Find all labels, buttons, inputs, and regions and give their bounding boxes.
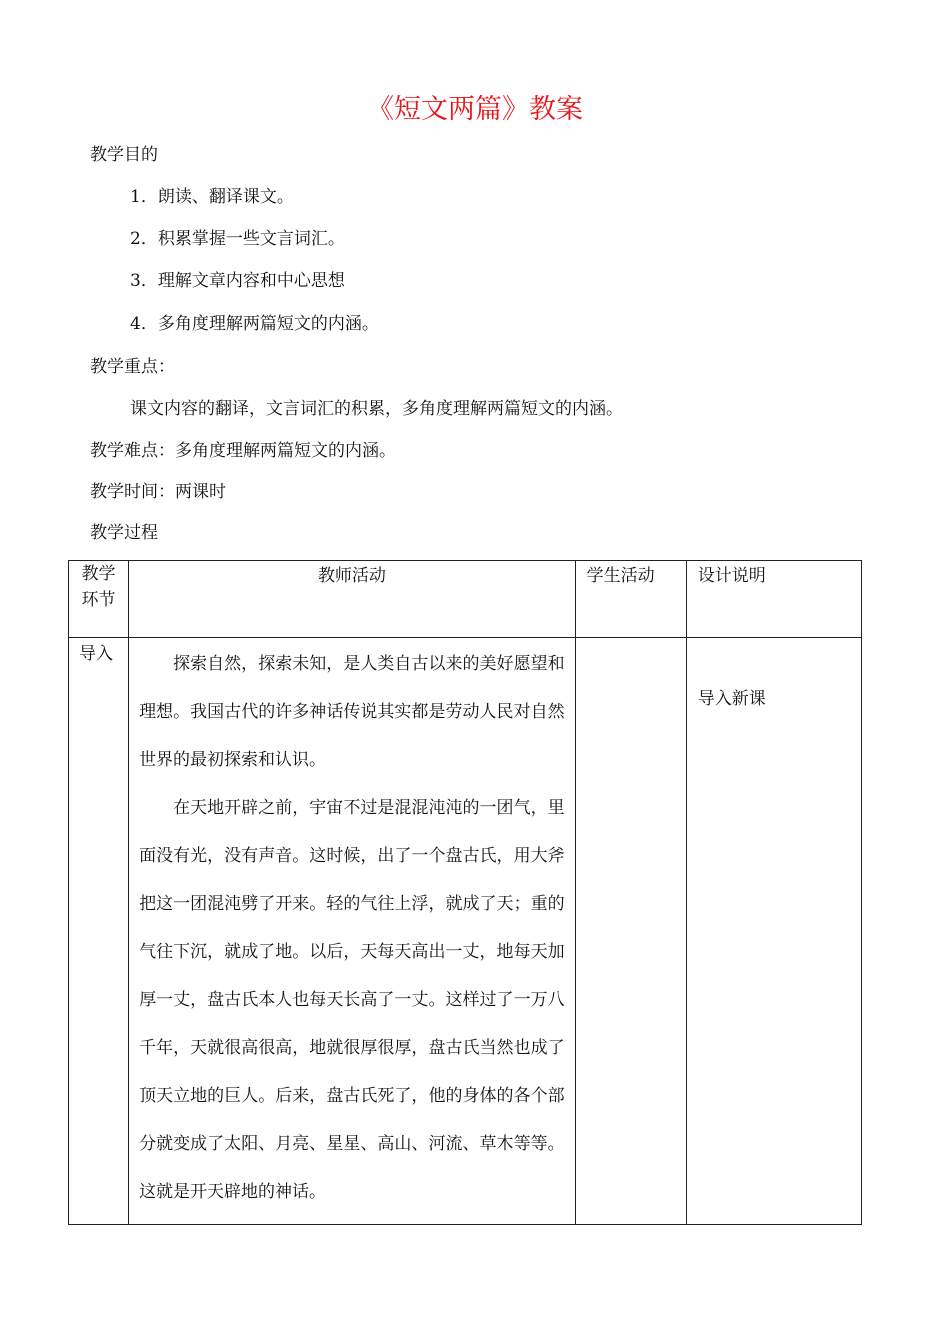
table-row: [69, 638, 862, 1225]
step-cell: 导入: [69, 638, 129, 1225]
objectives-heading: 教学目的: [90, 145, 158, 165]
header-step: [69, 561, 129, 638]
objective-item: 1．朗读、翻译课文。: [130, 187, 294, 207]
teacher-activity-cell: [129, 638, 576, 1225]
design-note-cell: 导入新课: [686, 638, 861, 1225]
student-activity-cell: [575, 638, 686, 1225]
document-title: 《短文两篇》教案: [367, 94, 583, 125]
time-line: 教学时间：两课时: [90, 482, 226, 502]
objective-item: 2．积累掌握一些文言词汇。: [130, 229, 345, 249]
header-step-line1: 教学: [81, 564, 116, 584]
teacher-paragraph: 在天地开辟之前，宇宙不过是混混沌沌的一团气，里面没有光，没有声音。这时候，出了一个盘古氏，用大斧把这一团混沌劈了开来。轻的气往上浮，就成了天；重的气往下沉，就成了地。以后，天每天高出一丈，地每天加厚一丈，盘古氏本人也每天长高了一丈。这样过了一万八千年，天就很高很高，地就很厚很厚，盘古氏当然也成了顶天立地的巨人。后来，盘古氏死了，他的身体的各个部分就变成了太阳、月亮、星星、高山、河流、草木等等。这就是开天辟地的神话。: [139, 798, 565, 1202]
header-design: 设计说明: [686, 561, 861, 638]
table-header-row: [69, 561, 862, 638]
process-heading: 教学过程: [90, 523, 158, 543]
key-points-content: 课文内容的翻译，文言词汇的积累，多角度理解两篇短文的内涵。: [130, 399, 623, 419]
objective-item: 4．多角度理解两篇短文的内涵。: [130, 314, 379, 334]
header-student: 学生活动: [575, 561, 686, 638]
header-teacher: 教师活动: [129, 561, 576, 638]
process-table: [68, 560, 862, 1225]
header-step-line2: 环节: [81, 590, 116, 610]
objective-item: 3．理解文章内容和中心思想: [130, 271, 345, 291]
difficulty-line: 教学难点：多角度理解两篇短文的内涵。: [90, 441, 396, 461]
teacher-paragraph: 探索自然，探索未知，是人类自古以来的美好愿望和理想。我国古代的许多神话传说其实都是劳动人民对自然世界的最初探索和认识。: [139, 654, 565, 770]
key-points-heading: 教学重点：: [90, 357, 175, 377]
